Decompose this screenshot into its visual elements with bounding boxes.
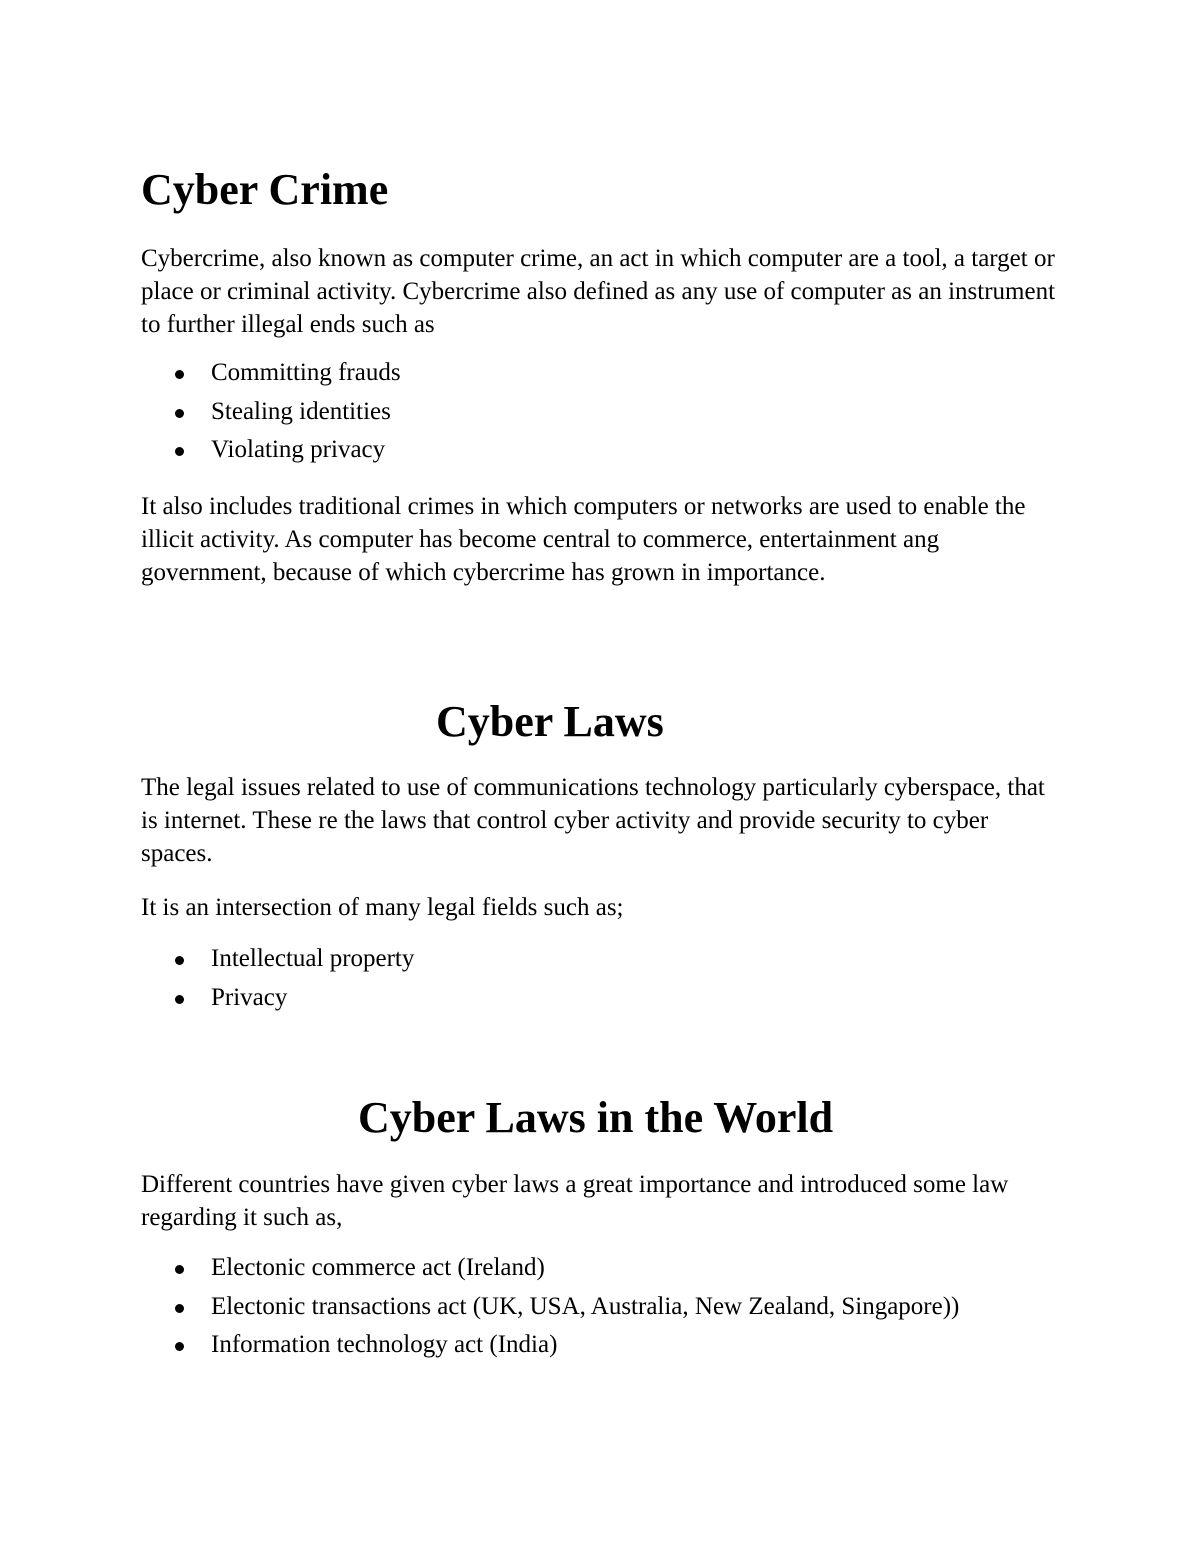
list-item-text: Privacy [211, 983, 288, 1011]
list-item-text: Stealing identities [211, 397, 391, 425]
bullet-icon [175, 409, 184, 418]
list-item [141, 1326, 1061, 1365]
paragraph-cyber-laws-definition: The legal issues related to use of communications technology particularly cyberspace, that is internet. These re the laws that control cyber activity and provide security to cyber spaces. [141, 774, 1045, 867]
paragraph-cybercrime-definition: Cybercrime, also known as computer crime, an act in which computer are a tool, a target or place or criminal activity. Cybercrime also defined as any use of computer as an instrument to further illegal ends such as [141, 245, 1056, 338]
list-cybercrime-ends [141, 354, 1061, 470]
list-item [141, 1249, 1061, 1288]
bullet-icon [175, 447, 184, 456]
list-item [141, 940, 1061, 979]
bullet-icon [175, 370, 184, 379]
paragraph-countries-intro: Different countries have given cyber laws a great importance and introduced some law regarding it such as, [141, 1171, 1009, 1231]
list-item-text: Committing frauds [211, 359, 401, 386]
bullet-icon [175, 956, 184, 965]
bullet-icon [175, 1342, 184, 1351]
list-legal-fields [141, 940, 1061, 1017]
list-item [141, 354, 1061, 393]
list-item [141, 979, 1061, 1018]
list-country-acts [141, 1249, 1061, 1365]
paragraph-legal-fields-intro: It is an intersection of many legal fields such as; [141, 894, 624, 921]
bullet-icon [175, 1265, 184, 1274]
list-item-text: Intellectual property [211, 945, 415, 972]
heading-cyber-laws-world: Cyber Laws in the World [358, 1093, 834, 1142]
list-item-text: Electonic transactions act (UK, USA, Australia, New Zealand, Singapore)) [211, 1292, 960, 1320]
heading-cyber-crime: Cyber Crime [141, 165, 389, 214]
list-item-text: Electonic commerce act (Ireland) [211, 1254, 545, 1281]
list-item [141, 431, 1061, 470]
list-item-text: Information technology act (India) [211, 1331, 558, 1358]
list-item [141, 1288, 1061, 1327]
paragraph-traditional-crimes: It also includes traditional crimes in which computers or networks are used to enable the illicit activity. As computer has become central to commerce, entertainment ang government, because of which cybercrime has grown in importance. [141, 493, 1026, 586]
list-item-text: Violating privacy [211, 436, 386, 463]
heading-cyber-laws: Cyber Laws [436, 697, 664, 746]
bullet-icon [175, 995, 184, 1004]
bullet-icon [175, 1304, 184, 1313]
list-item [141, 393, 1061, 432]
